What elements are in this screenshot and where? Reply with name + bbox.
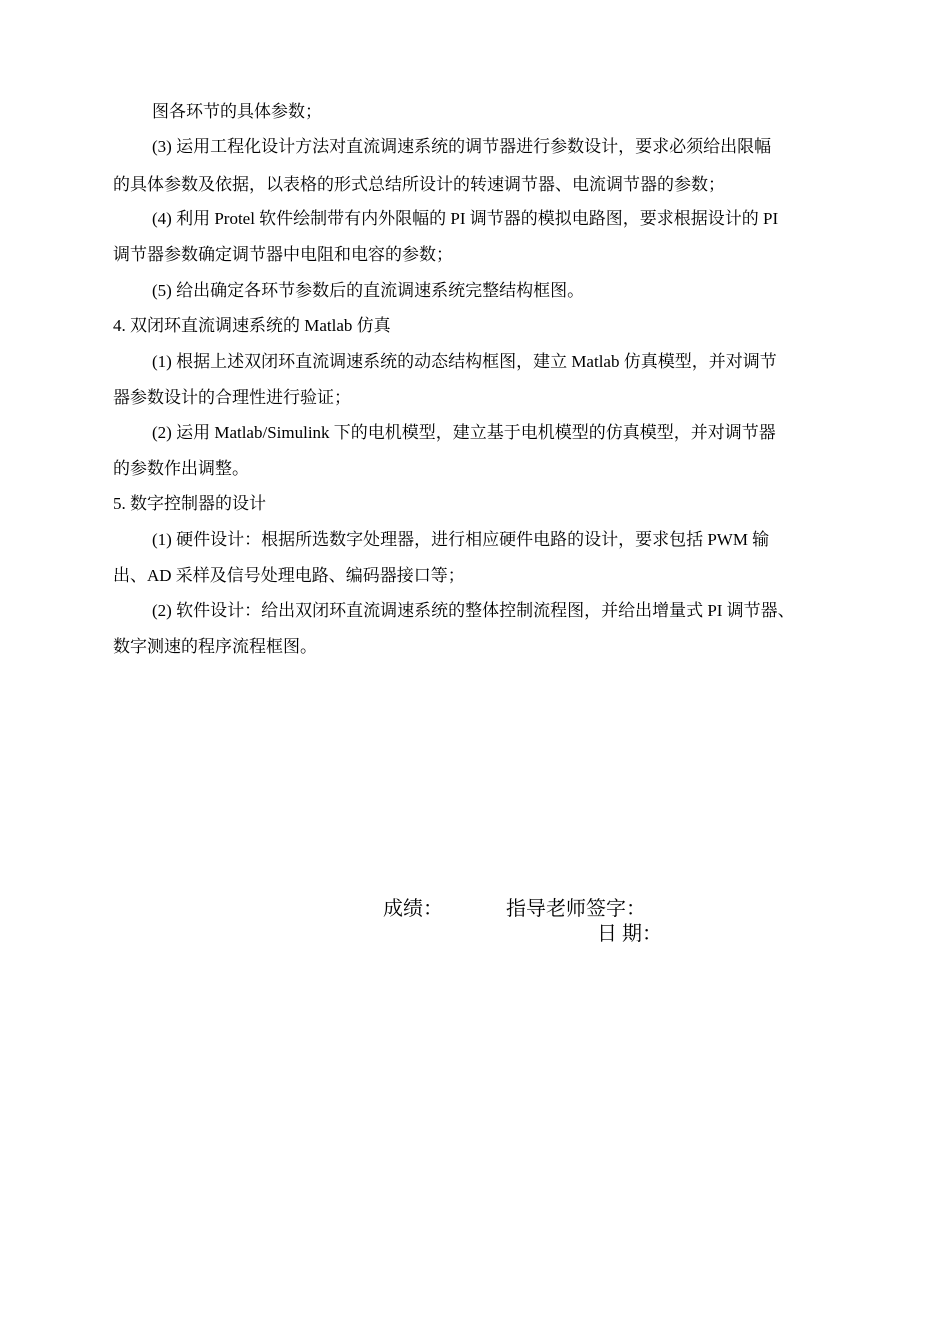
text-line: 图各环节的具体参数； [152,102,322,121]
text-line: 的具体参数及依据，以表格的形式总结所设计的转速调节器、电流调节器的参数； [113,175,725,194]
text-line: 调节器参数确定调节器中电阻和电容的参数； [113,245,453,264]
text-line: (1) 根据上述双闭环直流调速系统的动态结构框图，建立 Matlab 仿真模型，并对调节 [152,352,777,371]
text-line: (4) 利用 Protel 软件绘制带有内外限幅的 PI 调节器的模拟电路图，要求根据设计的 PI [152,209,779,228]
text-line: 的参数作出调整。 [113,459,249,478]
text-line: 数字测速的程序流程框图。 [113,637,317,656]
text-line: 器参数设计的合理性进行验证； [113,388,351,407]
text-line: (3) 运用工程化设计方法对直流调速系统的调节器进行参数设计，要求必须给出限幅 [152,137,772,156]
text-line: (5) 给出确定各环节参数后的直流调速系统完整结构框图。 [152,281,585,300]
text-line: (1) 硬件设计：根据所选数字处理器，进行相应硬件电路的设计，要求包括 PWM 输 [152,530,770,549]
grade-label: 成绩： [383,898,443,920]
advisor-signature-label: 指导老师签字： [506,898,646,920]
date-label: 日 期： [597,923,662,945]
text-line: 出、AD 采样及信号处理电路、编码器接口等； [113,566,465,585]
text-line: (2) 软件设计：给出双闭环直流调速系统的整体控制流程图，并给出增量式 PI 调节器、 [152,601,795,620]
section-heading: 5. 数字控制器的设计 [113,494,266,513]
text-line: (2) 运用 Matlab/Simulink 下的电机模型，建立基于电机模型的仿真模型，并对调节器 [152,423,776,442]
section-heading: 4. 双闭环直流调速系统的 Matlab 仿真 [113,316,391,335]
